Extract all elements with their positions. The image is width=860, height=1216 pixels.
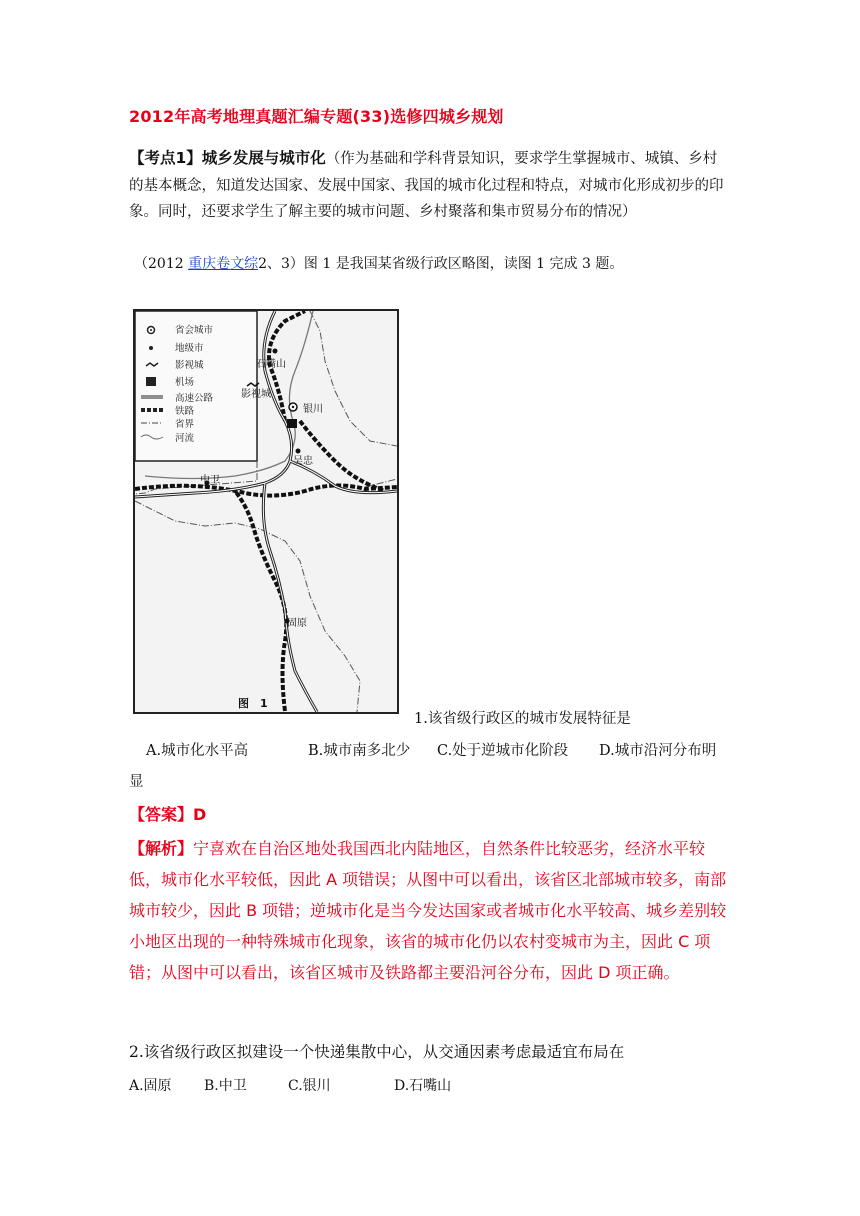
document-title: 2012年高考地理真题汇编专题(33)选修四城乡规划: [129, 107, 504, 126]
q1-option-d-wrap: 显: [129, 774, 144, 790]
explanation-label: 【解析】: [129, 839, 194, 858]
place-yinchuan: 银川: [303, 404, 323, 415]
legend-label-film: 影视城: [175, 360, 204, 371]
source-suffix: 2、3）图 1 是我国某省级行政区略图，读图 1 完成 3 题。: [258, 256, 624, 272]
explanation-text: 宁喜欢在自治区地处我国西北内陆地区，自然条件比较恶劣，经济水平较低，城市化水平较低，因此 A 项错误；从图中可以看出，该省区北部城市较多，南部城市较少，因此 B 项错；逆城市化是当今发达国家或者城市化水平较高、城乡差别较小地区出现的一种特殊城市化现象，该省的城市化仍以农村变城市为主，因此 C 项错；从图中可以看出，该省区城市及铁路都主要沿河谷分布，因此 D 项正确。: [129, 839, 727, 982]
legend-label-border: 省界: [175, 419, 195, 430]
topic-note: （作为基础和学科背景知识，要求学生掌握城市、城镇、乡村的基本概念，知道发达国家、发展中国家、我国的城市化过程和特点，对城市化形成初步的印象。同时，还要求学生了解主要的城市问题、乡村聚落和集市贸易分布的情况）: [129, 151, 724, 220]
map-caption: 图 1: [238, 697, 268, 710]
legend-label-capital: 省会城市: [175, 325, 214, 336]
city-symbol: [149, 346, 153, 350]
answer-line: 【答案】D: [129, 805, 207, 824]
legend-label-city: 地级市: [175, 343, 204, 354]
place-shizuishan: 石嘴山: [256, 359, 286, 370]
airport-marker: [287, 419, 297, 428]
topic-section: [129, 146, 729, 226]
q2-option-d: D.石嘴山: [394, 1078, 452, 1094]
explanation: [129, 833, 733, 988]
legend-label-airport: 机场: [175, 377, 195, 388]
q2-option-c: C.银川: [288, 1078, 331, 1094]
place-wuzhong: 吴忠: [293, 456, 313, 467]
question-1-stem: 1.该省级行政区的城市发展特征是: [414, 711, 631, 727]
question-source: [134, 253, 623, 273]
province-map: [133, 309, 399, 714]
shizuishan-marker: [273, 349, 278, 354]
map-svg: [135, 311, 397, 712]
wuzhong-marker: [296, 449, 301, 454]
place-film-city: 影视城: [241, 389, 271, 400]
place-zhongwei: 中卫: [200, 475, 220, 486]
legend-label-highway: 高速公路: [175, 393, 214, 404]
topic-heading: 城乡发展与城市化: [201, 149, 326, 167]
q1-option-b: B.城市南多北少: [308, 743, 411, 759]
question-2-stem: 2.该省级行政区拟建设一个快递集散中心，从交通因素考虑最适宜布局在: [129, 1043, 625, 1061]
q2-option-a: A.固原: [129, 1078, 172, 1094]
q1-option-d: D.城市沿河分布明: [599, 743, 717, 759]
place-guyuan: 固原: [287, 618, 307, 629]
airport-symbol: [146, 377, 156, 386]
legend-label-river: 河流: [175, 433, 195, 444]
source-link[interactable]: 重庆卷文综: [188, 256, 259, 272]
q1-option-c: C.处于逆城市化阶段: [437, 743, 569, 759]
legend-label-railway: 铁路: [175, 406, 195, 417]
q1-option-a: A.城市化水平高: [146, 743, 249, 759]
source-prefix: （2012: [134, 256, 189, 272]
q2-option-b: B.中卫: [204, 1078, 247, 1094]
topic-label: 【考点1】: [129, 149, 202, 167]
